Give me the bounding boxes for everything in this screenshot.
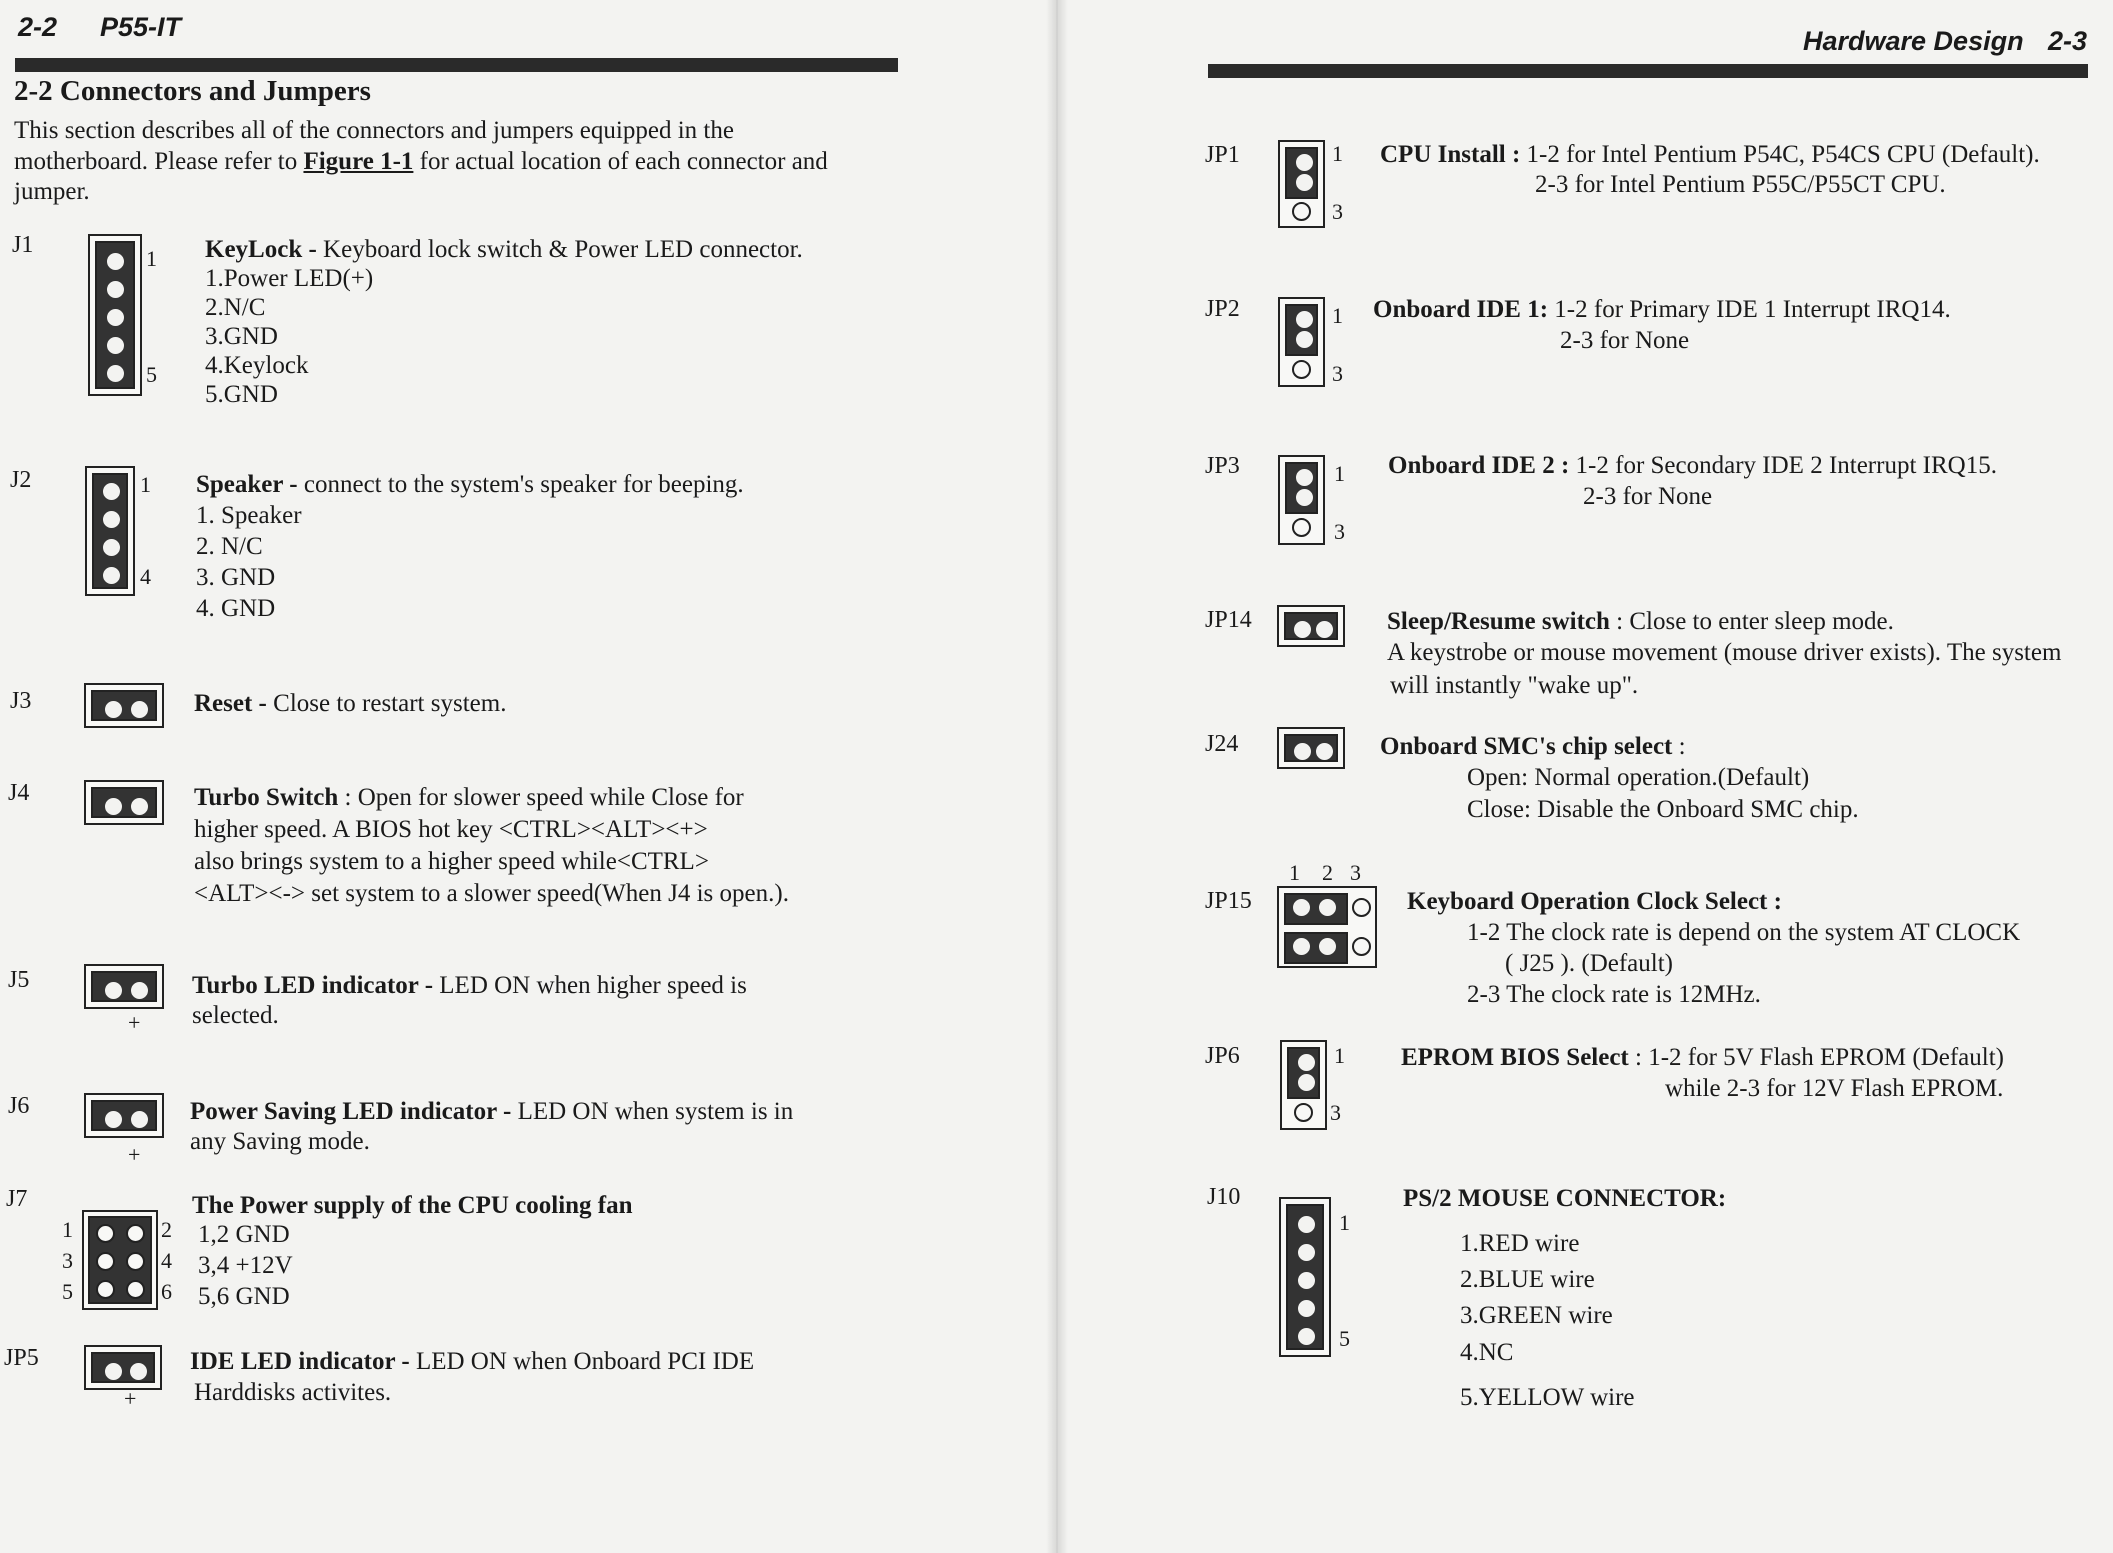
jp2-jumper [1278,297,1325,387]
j4-desc-line: higher speed. A BIOS hot key <CTRL><ALT><+> [194,816,708,843]
j1-label: J1 [12,232,34,258]
j1-pin-desc: 5.GND [205,381,278,408]
jp14-desc-line: will instantly "wake up". [1390,672,1639,699]
pin-open [1292,518,1311,537]
pin-open [1292,202,1311,221]
j10-wire-desc: 4.NC [1460,1339,1514,1366]
jp2-label: JP2 [1205,296,1240,322]
j10-title: PS/2 MOUSE CONNECTOR: [1403,1185,1727,1212]
j4-label: J4 [8,780,30,806]
j24-description: Onboard SMC's chip select : [1380,733,1686,760]
j7-pin-number: 3 [62,1248,73,1273]
pin-hole [1296,311,1313,328]
j2-connector [85,466,135,596]
jp3-jumper [1278,455,1325,545]
j6-jumper [84,1093,164,1138]
pin-hole [96,1252,115,1271]
j10-wire-desc: 5.YELLOW wire [1460,1384,1635,1411]
j2-pin-desc: 4. GND [196,595,276,622]
jp14-description: Sleep/Resume switch : Close to enter sleep mode. [1387,608,1894,635]
pin-hole [1296,154,1313,171]
pin-open [1292,360,1311,379]
pin-hole [1296,469,1313,486]
jp1-jumper [1278,140,1325,228]
jp15-pin-number: 3 [1350,860,1361,885]
j4-jumper [84,780,164,825]
j7-fan-connector [82,1210,158,1310]
pin-hole [1298,1328,1315,1345]
pin-open [1352,898,1371,917]
pin-hole [1294,621,1311,638]
pin-hole [107,309,124,326]
j2-label: J2 [10,467,32,493]
jp6-description: EPROM BIOS Select : 1-2 for 5V Flash EPROM (Default) [1401,1044,2004,1071]
j4-desc-line: also brings system to a higher speed while<CTRL> [194,848,709,875]
j5-description: Turbo LED indicator - LED ON when higher speed is [192,972,747,999]
jp5-positive-mark: + [124,1386,137,1411]
jp1-pin-first: 1 [1332,141,1343,166]
pin-hole [107,337,124,354]
pin-hole [105,798,122,815]
left-page [0,0,1055,1553]
right-header-title: Hardware Design [1803,26,2024,56]
j7-pin-desc: 5,6 GND [198,1283,290,1310]
jp3-label: JP3 [1205,453,1240,479]
j10-wire-desc: 1.RED wire [1460,1230,1580,1257]
j6-description: Power Saving LED indicator - LED ON when system is in [190,1098,794,1125]
pin-hole [126,1224,145,1243]
j2-pin-desc: 1. Speaker [196,502,302,529]
jp1-label: JP1 [1205,142,1240,168]
j10-pin-last: 5 [1339,1326,1350,1351]
jp3-description: Onboard IDE 2 : 1-2 for Secondary IDE 2 Interrupt IRQ15. [1388,452,1997,479]
j3-description: Reset - Close to restart system. [194,690,507,717]
pin-hole [103,483,120,500]
j24-desc-line: Close: Disable the Onboard SMC chip. [1467,796,1859,823]
pin-hole [1298,1272,1315,1289]
j5-jumper [84,964,164,1009]
jp5-label: JP5 [4,1345,39,1371]
jp2-pin-last: 3 [1332,361,1343,386]
pin-hole [1316,743,1333,760]
pin-hole [1298,1074,1315,1091]
pin-hole [1296,489,1313,506]
jp2-pin-first: 1 [1332,303,1343,328]
pin-hole [1293,938,1310,955]
pin-hole [103,511,120,528]
jp6-pin-first: 1 [1334,1043,1345,1068]
j10-ps2-connector [1279,1197,1331,1357]
j1-pin-desc: 3.GND [205,323,278,350]
j5-desc-line: selected. [192,1002,279,1029]
left-page-number: 2-2 [18,12,58,42]
j2-pin-last: 4 [140,564,151,589]
jp3-pin-last: 3 [1334,519,1345,544]
pin-hole [1298,1300,1315,1317]
j10-label: J10 [1207,1184,1241,1210]
figure-reference[interactable]: Figure 1-1 [303,148,414,175]
pin-hole [96,1224,115,1243]
j7-pin-desc: 1,2 GND [198,1221,290,1248]
pin-hole [1298,1244,1315,1261]
model-name: P55-IT [100,12,182,42]
j1-pin-desc: 4.Keylock [205,352,309,379]
jp15-desc-line: ( J25 ). (Default) [1505,950,1673,977]
jp1-desc-line: 2-3 for Intel Pentium P55C/P55CT CPU. [1535,171,1946,198]
jp14-jumper [1277,605,1345,647]
jp3-desc-line: 2-3 for None [1583,483,1713,510]
j7-pin-number: 6 [161,1279,172,1304]
j1-pin-desc: 2.N/C [205,294,266,321]
jp15-desc-line: 2-3 The clock rate is 12MHz. [1467,981,1761,1008]
j6-desc-line: any Saving mode. [190,1128,370,1155]
jp1-pin-last: 3 [1332,199,1343,224]
j6-label: J6 [8,1093,30,1119]
pin-hole [1298,1054,1315,1071]
j10-wire-desc: 2.BLUE wire [1460,1266,1595,1293]
jp14-desc-line: A keystrobe or mouse movement (mouse driver exists). The system [1387,639,2062,666]
pin-hole [1294,743,1311,760]
pin-hole [126,1280,145,1299]
left-header-rule [15,58,898,72]
jp3-pin-first: 1 [1334,461,1345,486]
jp2-desc-line: 2-3 for None [1560,327,1690,354]
jp14-label: JP14 [1205,607,1252,633]
pin-hole [1296,331,1313,348]
j1-pin-first: 1 [146,246,157,271]
pin-hole [131,798,148,815]
jp6-desc-line: while 2-3 for 12V Flash EPROM. [1665,1075,2004,1102]
right-page [1055,0,2113,1553]
j10-pin-first: 1 [1339,1210,1350,1235]
pin-hole [1293,899,1310,916]
j3-jumper [84,683,164,728]
jp15-jumper [1277,886,1377,968]
j2-pin-first: 1 [140,472,151,497]
pin-open [1294,1103,1313,1122]
j7-pin-number: 1 [62,1217,73,1242]
j2-pin-desc: 2. N/C [196,533,263,560]
j24-jumper [1277,727,1345,769]
jp15-desc-line: 1-2 The clock rate is depend on the system AT CLOCK [1467,919,2021,946]
jp5-jumper [84,1345,162,1390]
pin-hole [105,982,122,999]
section-title: 2-2 Connectors and Jumpers [14,75,371,107]
pin-hole [103,567,120,584]
jp5-description: IDE LED indicator - LED ON when Onboard PCI IDE [190,1348,755,1375]
j1-pin-last: 5 [146,362,157,387]
jp5-desc-line: Harddisks activites. [194,1379,392,1406]
intro-line-1: This section describes all of the connectors and jumpers equipped in the [14,117,734,144]
j4-desc-line: <ALT><-> set system to a slower speed(When J4 is open.). [194,880,789,907]
intro-line-2: motherboard. Please refer to Figure 1-1 for actual location of each connector and [14,148,828,175]
pin-hole [1319,938,1336,955]
jp15-title: Keyboard Operation Clock Select : [1407,888,1782,915]
jp6-label: JP6 [1205,1043,1240,1069]
jp15-pin-number: 2 [1322,860,1333,885]
j2-pin-desc: 3. GND [196,564,276,591]
pin-open [1352,937,1371,956]
pin-hole [131,982,148,999]
pin-hole [1298,1216,1315,1233]
jp2-description: Onboard IDE 1: 1-2 for Primary IDE 1 Interrupt IRQ14. [1373,296,1951,323]
pin-hole [105,1111,122,1128]
j24-label: J24 [1205,731,1239,757]
j1-description: KeyLock - Keyboard lock switch & Power LED connector. [205,236,803,263]
j10-wire-desc: 3.GREEN wire [1460,1302,1613,1329]
j7-pin-number: 2 [161,1217,172,1242]
jp15-pin-number: 1 [1289,860,1300,885]
pin-hole [131,1111,148,1128]
j7-pin-number: 4 [161,1248,172,1273]
intro-line-3: jumper. [14,178,90,205]
j7-title: The Power supply of the CPU cooling fan [192,1192,633,1219]
pin-hole [103,539,120,556]
j1-pin-desc: 1.Power LED(+) [205,265,374,292]
j3-label: J3 [10,688,32,714]
j5-label: J5 [8,967,30,993]
j5-positive-mark: + [128,1010,141,1035]
pin-hole [130,1363,147,1380]
pin-hole [105,1363,122,1380]
right-page-number: 2-3 [2048,26,2088,56]
pin-hole [96,1280,115,1299]
pin-hole [105,701,122,718]
pin-hole [107,365,124,382]
jp1-description: CPU Install : 1-2 for Intel Pentium P54C, P54CS CPU (Default). [1380,141,2040,168]
j7-pin-desc: 3,4 +12V [198,1252,293,1279]
jp6-jumper [1280,1040,1327,1130]
j24-desc-line: Open: Normal operation.(Default) [1467,764,1810,791]
pin-hole [131,701,148,718]
pin-hole [1316,621,1333,638]
pin-hole [107,281,124,298]
j4-description: Turbo Switch : Open for slower speed while Close for [194,784,744,811]
j2-description: Speaker - connect to the system's speaker for beeping. [196,471,744,498]
pin-hole [1319,899,1336,916]
pin-hole [107,253,124,270]
right-header-rule [1208,64,2088,78]
j1-connector [88,234,142,396]
jp6-pin-last: 3 [1330,1100,1341,1125]
pin-hole [1296,174,1313,191]
pin-hole [126,1252,145,1271]
j7-pin-number: 5 [62,1279,73,1304]
j7-label: J7 [6,1186,28,1212]
jp15-label: JP15 [1205,888,1252,914]
j6-positive-mark: + [128,1142,141,1167]
